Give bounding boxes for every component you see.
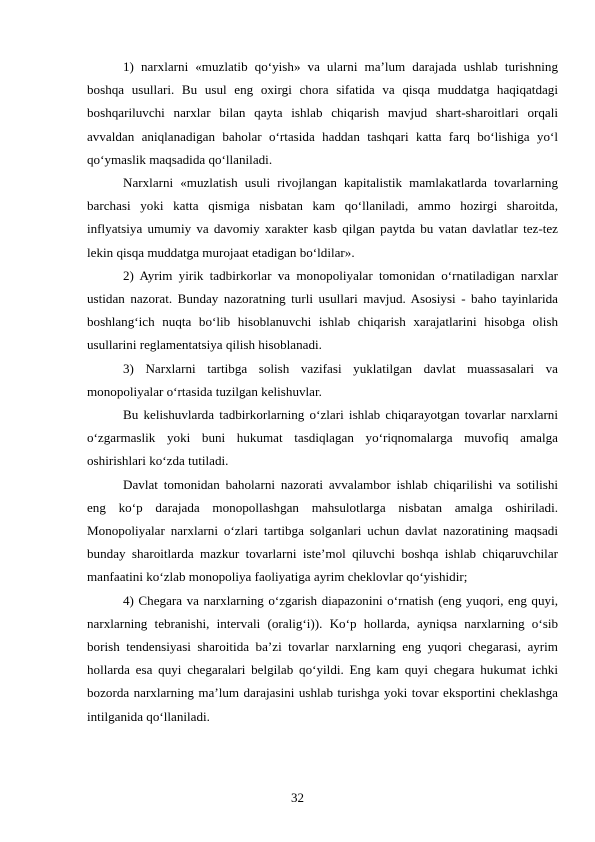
paragraph-5: Bu kelishuvlarda tadbirkorlarning o‘zlari ishlab chiqarayotgan tovarlar narxlarni o‘zgarmaslik yoki buni hukumat tasdiqlagan yo‘riqnomalarga muvofiq amalga oshirishlari ko‘zda tutiladi.	[87, 407, 558, 469]
page-body	[87, 55, 558, 728]
page-number: 32	[291, 790, 304, 805]
paragraph-6: Davlat tomonidan baholarni nazorati avvalambor ishlab chiqarilishi va sotilishi eng ko‘p darajada monopollashgan mahsulotlarga nisbatan amalga oshiriladi. Monopoliyalar narxlarni o‘zlari tartibga solganlari uchun davlat nazoratining maqsadi bunday sharoitlarda mazkur tovarlarni iste’mol qiluvchi boshqa ishlab chiqaruvchilar manfaatini ko‘zlab monopoliya faoliyatiga ayrim cheklovlar qo‘yishidir;	[87, 476, 558, 585]
paragraph-1: 1) narxlarni «muzlatib qo‘yish» va ularni ma’lum darajada ushlab turishning boshqa usullari. Bu usul eng oxirgi chora sifatida va qisqa muddatga haqiqatdagi boshqariluvchi narxlar bilan qayta ishlab chiqarish mavjud shart-sharoitlari orqali avvaldan aniqlanadigan baholar o‘rtasida haddan tashqari katta farq bo‘lishiga yo‘l qo‘ymaslik maqsadida qo‘llaniladi.	[87, 59, 558, 167]
paragraph-4: 3) Narxlarni tartibga solish vazifasi yuklatilgan davlat muassasalari va monopoliyalar o‘rtasida tuzilgan kelishuvlar.	[87, 360, 558, 399]
paragraph-3: 2) Ayrim yirik tadbirkorlar va monopoliyalar tomonidan o‘rnatiladigan narxlar ustidan nazorat. Bunday nazoratning turli usullari mavjud. Asosiysi - baho tayinlarida boshlang‘ich nuqta bo‘lib hisoblanuvchi ishlab chiqarish xarajatlarini hisobga olish usullarini reglamentatsiya qilish hisoblanadi.	[87, 267, 558, 353]
paragraph-7: 4) Chegara va narxlarning o‘zgarish diapazonini o‘rnatish (eng yuqori, eng quyi, narxlarning tebranishi, intervali (oralig‘i)). Ko‘p hollarda, ayniqsa narxlarning o‘sib borish tendensiyasi sharoitida ba’zi tovarlar narxlarning eng yuqori chegarasi, ayrim hollarda esa quyi chegaralari belgilab qo‘yildi. Eng kam quyi chegara hukumat ichki bozorda narxlarning ma’lum darajasini ushlab turishga yoki tovar eksportini cheklashga intilganida qo‘llaniladi.	[87, 592, 558, 724]
paragraph-2: Narxlarni «muzlatish usuli rivojlangan kapitalistik mamlakatlarda tovarlarning barchasi yoki katta qismiga nisbatan kam qo‘llaniladi, ammo hozirgi sharoitda, inflyatsiya umumiy va davomiy xarakter kasb qilgan paytda bu vatan davlatlar tez-tez lekin qisqa muddatga murojaat etadigan bo‘ldilar».	[87, 175, 558, 260]
